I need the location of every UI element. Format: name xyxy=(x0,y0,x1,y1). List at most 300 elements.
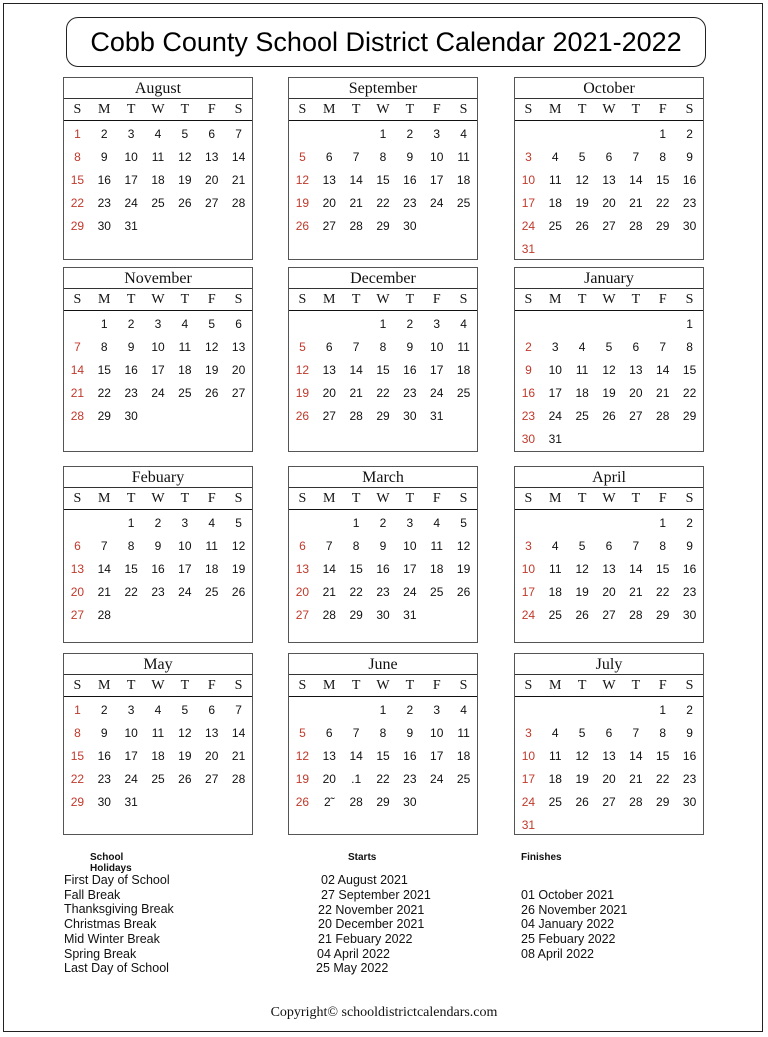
day-cell: 21 xyxy=(349,196,363,210)
day-cell: 31 xyxy=(124,219,138,233)
holiday-name: Last Day of School xyxy=(64,961,169,976)
weekday-label: F xyxy=(207,292,216,307)
day-cell: 22 xyxy=(376,196,390,210)
day-cell: 4 xyxy=(433,516,441,530)
day-cell: 17 xyxy=(124,173,138,187)
day-cell: 29 xyxy=(656,795,670,809)
day-cell: 3 xyxy=(525,726,532,740)
day-cell: 25 xyxy=(575,409,589,423)
weekday-label: W xyxy=(602,491,616,506)
day-cell: 15 xyxy=(70,749,85,763)
page-title: Cobb County School District Calendar 2021-2022 xyxy=(66,17,706,67)
day-cell: 5 xyxy=(578,726,586,740)
day-cell: 1 xyxy=(659,703,667,717)
day-cell: 12 xyxy=(602,363,616,377)
day-cell: 16 xyxy=(97,749,111,763)
weekday-label: T xyxy=(180,292,190,307)
day-cell: 15 xyxy=(376,749,390,763)
day-cell: 3 xyxy=(127,127,135,141)
day-cell: 27 xyxy=(70,608,85,622)
day-cell: 11 xyxy=(457,340,470,354)
day-cell: 8 xyxy=(100,340,108,354)
empty-cell xyxy=(515,126,542,149)
day-cell: 12 xyxy=(231,539,246,553)
day-cell: 1 xyxy=(74,703,81,717)
day-cell: 25 xyxy=(548,219,562,233)
day-cell: 19 xyxy=(295,386,310,400)
day-cell: 4 xyxy=(578,340,586,354)
weekday-label: S xyxy=(73,292,82,307)
day-cell: 8 xyxy=(659,539,667,553)
day-cell: 20 xyxy=(295,585,310,599)
day-cell: 16 xyxy=(682,562,697,576)
day-cell: 4 xyxy=(551,539,559,553)
day-cell: 17 xyxy=(548,386,562,400)
holiday-start: 27 September 2021 xyxy=(321,888,431,902)
weekday-label: W xyxy=(602,292,616,307)
day-cell: 20 xyxy=(629,386,643,400)
day-cell: 12 xyxy=(295,749,310,763)
month-name: May xyxy=(143,656,173,673)
day-cell: 14 xyxy=(629,562,643,576)
day-cell: 27 xyxy=(629,409,643,423)
holiday-start: 04 April 2022 xyxy=(317,947,390,961)
day-cell: 8 xyxy=(379,726,387,740)
day-cell: 23 xyxy=(682,585,697,599)
weekday-label: T xyxy=(351,491,361,506)
day-cell: 18 xyxy=(548,585,562,599)
day-cell: 24 xyxy=(178,585,192,599)
day-cell: 13 xyxy=(602,562,616,576)
day-cell: 9 xyxy=(406,150,414,164)
day-cell: 18 xyxy=(151,749,165,763)
day-cell: 1 xyxy=(659,127,667,141)
day-cell: 18 xyxy=(430,562,444,576)
weekday-label: M xyxy=(98,491,111,506)
empty-cell xyxy=(343,126,370,149)
weekday-label: F xyxy=(658,102,667,117)
day-cell: 28 xyxy=(231,772,246,786)
weekday-label: F xyxy=(207,102,216,117)
day-cell: 16 xyxy=(403,749,417,763)
day-cell: 11 xyxy=(205,539,218,553)
holidays-header-name: School Holidays xyxy=(90,852,132,874)
day-cell: 19 xyxy=(295,772,310,786)
day-cell: 4 xyxy=(551,150,559,164)
weekday-label: S xyxy=(298,102,307,117)
empty-cell xyxy=(596,316,623,339)
day-cell: 23 xyxy=(403,386,417,400)
holiday-start: 25 May 2022 xyxy=(316,961,389,975)
empty-cell xyxy=(64,316,91,339)
day-cell: 10 xyxy=(521,173,536,187)
day-cell: 6 xyxy=(235,317,242,331)
day-cell: 3 xyxy=(525,539,532,553)
day-cell: 30 xyxy=(682,608,697,622)
day-cell: 26 xyxy=(178,196,192,210)
empty-cell xyxy=(649,316,676,339)
day-cell: 9 xyxy=(686,150,693,164)
weekday-label: T xyxy=(351,678,361,693)
days-grid xyxy=(64,121,252,241)
day-cell: 24 xyxy=(151,386,165,400)
weekday-label: T xyxy=(126,102,136,117)
day-cell: 10 xyxy=(430,150,444,164)
day-cell: 29 xyxy=(70,219,85,233)
day-cell: 17 xyxy=(124,749,138,763)
weekday-label: M xyxy=(549,292,562,307)
day-cell: 9 xyxy=(406,726,414,740)
empty-cell xyxy=(622,126,649,149)
day-cell: 3 xyxy=(433,127,441,141)
day-cell: 15 xyxy=(656,562,670,576)
day-cell: 8 xyxy=(379,340,387,354)
weekday-label: W xyxy=(602,678,616,693)
month-name: September xyxy=(348,80,418,97)
day-cell: 22 xyxy=(70,196,85,210)
day-cell: 5 xyxy=(208,317,216,331)
holiday-name: Fall Break xyxy=(64,887,121,902)
weekday-header xyxy=(64,98,252,121)
day-cell: 12 xyxy=(178,150,192,164)
day-cell: 29 xyxy=(656,219,670,233)
weekday-header xyxy=(515,487,703,510)
month-name: August xyxy=(134,80,182,97)
weekday-label: T xyxy=(577,102,587,117)
day-cell: 20 xyxy=(205,749,219,763)
weekday-label: S xyxy=(234,102,243,117)
day-cell: 7 xyxy=(325,539,333,553)
day-cell: 18 xyxy=(548,196,562,210)
month-calendar xyxy=(63,653,253,835)
holiday-name: Mid Winter Break xyxy=(64,931,160,946)
day-cell: 28 xyxy=(349,219,363,233)
day-cell: 23 xyxy=(151,585,165,599)
weekday-label: W xyxy=(151,491,165,506)
day-cell: 17 xyxy=(430,363,444,377)
day-cell: 19 xyxy=(231,562,246,576)
day-cell: 30 xyxy=(403,219,417,233)
day-cell: 31 xyxy=(521,242,536,256)
day-cell: 18 xyxy=(456,173,471,187)
day-cell: 19 xyxy=(178,749,192,763)
month-calendar xyxy=(63,267,253,452)
day-cell: 28 xyxy=(231,196,246,210)
day-cell: 28 xyxy=(629,608,643,622)
month-calendar xyxy=(63,466,253,643)
holiday-finish: 25 Febuary 2022 xyxy=(521,932,616,946)
holiday-finish: 08 April 2022 xyxy=(521,947,594,961)
weekday-label: T xyxy=(180,678,190,693)
month-calendar xyxy=(514,77,704,260)
day-cell: 16 xyxy=(403,173,417,187)
day-cell: 2 xyxy=(686,703,693,717)
day-cell: 22 xyxy=(97,386,111,400)
weekday-label: T xyxy=(405,678,415,693)
day-cell: 6 xyxy=(632,340,640,354)
days-grid xyxy=(64,510,252,630)
weekday-label: S xyxy=(685,292,694,307)
day-cell: 11 xyxy=(549,562,562,576)
weekday-label: S xyxy=(685,102,694,117)
weekday-header xyxy=(64,674,252,697)
month-name: April xyxy=(592,469,626,486)
weekday-label: F xyxy=(658,292,667,307)
day-cell: 16 xyxy=(376,562,390,576)
day-cell: 27 xyxy=(205,196,219,210)
day-cell: 23 xyxy=(376,585,390,599)
day-cell: 31 xyxy=(124,795,138,809)
day-cell: 2 xyxy=(100,127,108,141)
day-cell: 11 xyxy=(549,749,562,763)
weekday-label: S xyxy=(524,491,533,506)
day-cell: 9 xyxy=(127,340,135,354)
day-cell: 10 xyxy=(430,726,444,740)
day-cell: 20 xyxy=(322,772,336,786)
day-cell: 27 xyxy=(205,772,219,786)
weekday-header xyxy=(289,288,477,311)
day-cell: 29 xyxy=(682,409,697,423)
weekday-label: M xyxy=(323,678,336,693)
day-cell: 12 xyxy=(295,363,310,377)
empty-cell xyxy=(542,702,569,725)
month-calendar xyxy=(514,267,704,452)
day-cell: 14 xyxy=(231,726,246,740)
day-cell: 24 xyxy=(403,585,417,599)
day-cell: 7 xyxy=(659,340,667,354)
day-cell: 7 xyxy=(100,539,108,553)
day-cell: 25 xyxy=(205,585,219,599)
weekday-label: W xyxy=(151,678,165,693)
day-cell: 10 xyxy=(521,749,536,763)
day-cell: 2 xyxy=(686,127,693,141)
day-cell: 30 xyxy=(97,219,111,233)
day-cell: 30 xyxy=(403,409,417,423)
day-cell: 19 xyxy=(205,363,219,377)
holiday-finish: 04 January 2022 xyxy=(521,917,615,931)
day-cell: 22 xyxy=(70,772,85,786)
day-cell: 6 xyxy=(605,150,613,164)
day-cell: 24 xyxy=(124,196,138,210)
weekday-label: W xyxy=(376,102,390,117)
holiday-name: Thanksgiving Break xyxy=(64,902,174,917)
holiday-name: Spring Break xyxy=(64,946,137,961)
day-cell: 25 xyxy=(178,386,192,400)
weekday-label: T xyxy=(126,491,136,506)
day-cell: 5 xyxy=(299,150,306,164)
weekday-label: F xyxy=(432,102,441,117)
day-cell: 5 xyxy=(460,516,467,530)
day-cell: 23 xyxy=(403,196,417,210)
day-cell: 14 xyxy=(349,749,363,763)
day-cell: 11 xyxy=(575,363,589,377)
day-cell: 2 xyxy=(127,317,135,331)
weekday-label: T xyxy=(631,491,641,506)
day-cell: 15 xyxy=(376,173,390,187)
day-cell: 9 xyxy=(100,726,108,740)
empty-cell xyxy=(316,316,343,339)
day-cell: 6 xyxy=(605,539,613,553)
day-cell: 8 xyxy=(379,150,387,164)
day-cell: 30 xyxy=(682,219,697,233)
day-cell: 12 xyxy=(575,749,589,763)
day-cell: 18 xyxy=(456,749,471,763)
weekday-label: T xyxy=(577,491,587,506)
day-cell: 18 xyxy=(456,363,471,377)
weekday-label: T xyxy=(405,491,415,506)
day-cell: 24 xyxy=(548,409,562,423)
weekday-label: W xyxy=(602,102,616,117)
month-calendar xyxy=(288,653,478,835)
empty-cell xyxy=(622,515,649,538)
day-cell: 16 xyxy=(682,173,697,187)
day-cell: 5 xyxy=(235,516,242,530)
day-cell: 22 xyxy=(349,585,363,599)
days-grid xyxy=(64,697,252,817)
day-cell: 22 xyxy=(656,772,670,786)
weekday-label: M xyxy=(323,491,336,506)
day-cell: 19 xyxy=(575,772,589,786)
day-cell: 16 xyxy=(403,363,417,377)
weekday-label: S xyxy=(459,292,468,307)
day-cell: 26 xyxy=(575,219,589,233)
weekday-label: S xyxy=(524,102,533,117)
day-cell: 21 xyxy=(629,196,643,210)
empty-cell xyxy=(542,126,569,149)
day-cell: 25 xyxy=(456,386,471,400)
month-name: Febuary xyxy=(131,469,185,486)
weekday-label: F xyxy=(432,292,441,307)
empty-cell xyxy=(343,316,370,339)
day-cell: 10 xyxy=(548,363,562,377)
day-cell: 23 xyxy=(97,772,111,786)
day-cell: 31 xyxy=(430,409,444,423)
month-name: July xyxy=(595,656,623,673)
day-cell: 29 xyxy=(97,409,111,423)
day-cell: 3 xyxy=(154,317,162,331)
empty-cell xyxy=(569,702,596,725)
holiday-name: First Day of School xyxy=(64,873,170,887)
day-cell: 4 xyxy=(154,703,162,717)
day-cell: 27 xyxy=(602,795,616,809)
day-cell: 13 xyxy=(602,749,616,763)
day-cell: 24 xyxy=(430,196,444,210)
day-cell: 16 xyxy=(521,386,536,400)
day-cell: 8 xyxy=(127,539,135,553)
day-cell: 21 xyxy=(322,585,336,599)
day-cell: 18 xyxy=(151,173,165,187)
day-cell: 24 xyxy=(521,608,536,622)
day-cell: 16 xyxy=(682,749,697,763)
empty-cell xyxy=(569,515,596,538)
weekday-label: W xyxy=(376,292,390,307)
weekday-label: S xyxy=(524,678,533,693)
day-cell: 15 xyxy=(376,363,390,377)
weekday-label: F xyxy=(658,678,667,693)
day-cell: 10 xyxy=(151,340,165,354)
day-cell: 27 xyxy=(231,386,246,400)
day-cell: 24 xyxy=(521,219,536,233)
day-cell: 6 xyxy=(605,726,613,740)
day-cell: 28 xyxy=(70,409,85,423)
day-cell: 20 xyxy=(205,173,219,187)
day-cell: 29 xyxy=(656,608,670,622)
day-cell: 25 xyxy=(430,585,444,599)
day-cell: 26 xyxy=(295,795,310,809)
day-cell: 31 xyxy=(403,608,417,622)
weekday-label: W xyxy=(376,678,390,693)
weekday-label: S xyxy=(459,102,468,117)
day-cell: 17 xyxy=(178,562,192,576)
day-cell: 18 xyxy=(178,363,192,377)
day-cell: 19 xyxy=(178,173,192,187)
day-cell: 11 xyxy=(430,539,443,553)
day-cell: 24 xyxy=(521,795,536,809)
day-cell: 3 xyxy=(127,703,135,717)
day-cell: 26 xyxy=(231,585,246,599)
day-cell: 2 xyxy=(406,127,414,141)
weekday-header xyxy=(515,288,703,311)
day-cell: 2 xyxy=(379,516,387,530)
day-cell: 2˜ xyxy=(323,795,335,809)
weekday-label: T xyxy=(631,292,641,307)
day-cell: 20 xyxy=(322,386,336,400)
day-cell: 7 xyxy=(74,340,81,354)
day-cell: 1 xyxy=(100,317,108,331)
day-cell: 22 xyxy=(656,585,670,599)
day-cell: 22 xyxy=(376,772,390,786)
day-cell: 23 xyxy=(124,386,138,400)
day-cell: 18 xyxy=(548,772,562,786)
empty-cell xyxy=(569,126,596,149)
day-cell: 16 xyxy=(124,363,138,377)
day-cell: 30 xyxy=(124,409,138,423)
day-cell: 10 xyxy=(124,726,138,740)
day-cell: 14 xyxy=(656,363,670,377)
month-name: December xyxy=(350,270,416,287)
day-cell: 19 xyxy=(295,196,310,210)
day-cell: 9 xyxy=(525,363,532,377)
empty-cell xyxy=(316,515,343,538)
day-cell: 7 xyxy=(632,539,640,553)
weekday-label: W xyxy=(376,491,390,506)
day-cell: 2 xyxy=(154,516,162,530)
day-cell: 24 xyxy=(430,772,444,786)
day-cell: 6 xyxy=(325,150,333,164)
days-grid xyxy=(289,121,477,241)
day-cell: 2 xyxy=(686,516,693,530)
day-cell: 5 xyxy=(578,539,586,553)
day-cell: 6 xyxy=(325,726,333,740)
day-cell: 3 xyxy=(551,340,559,354)
day-cell: 13 xyxy=(231,340,246,354)
day-cell: 14 xyxy=(349,363,363,377)
day-cell: 28 xyxy=(629,795,643,809)
days-grid xyxy=(289,697,477,817)
day-cell: 8 xyxy=(74,150,81,164)
day-cell: 6 xyxy=(208,127,216,141)
empty-cell xyxy=(596,515,623,538)
days-grid xyxy=(289,510,477,630)
weekday-label: T xyxy=(405,292,415,307)
weekday-label: S xyxy=(298,491,307,506)
day-cell: 13 xyxy=(70,562,85,576)
day-cell: 6 xyxy=(74,539,81,553)
day-cell: 22 xyxy=(124,585,138,599)
day-cell: 8 xyxy=(659,150,667,164)
empty-cell xyxy=(343,702,370,725)
day-cell: 3 xyxy=(433,317,441,331)
